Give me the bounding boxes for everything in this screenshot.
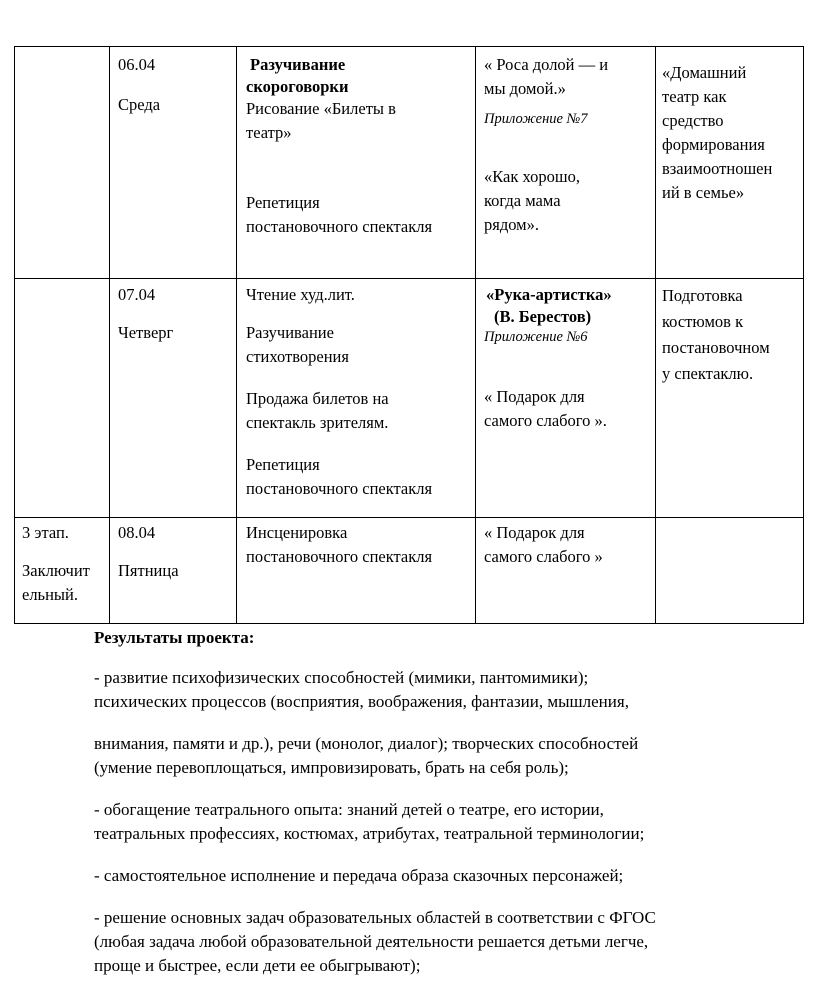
- material-line: самого слабого ».: [484, 411, 607, 430]
- activity-line: Продажа билетов на: [246, 389, 389, 408]
- result-line: - обогащение театрального опыта: знаний детей о театре, его истории,: [94, 800, 604, 819]
- activity-line: Разучивание: [246, 323, 334, 342]
- column-divider: [475, 47, 476, 623]
- result-line: (умение перевоплощаться, импровизировать, брать на себя роль);: [94, 758, 569, 777]
- parents-cell: [662, 61, 802, 205]
- activity-line: постановочного спектакля: [246, 217, 433, 236]
- result-line: - развитие психофизических способностей (мимики, пантомимики);: [94, 668, 589, 687]
- result-item: [94, 864, 784, 888]
- material-heading: (В. Берестов): [494, 307, 592, 326]
- activity-line: спектакль зрителям.: [246, 413, 389, 432]
- appendix-reference: Приложение №7: [484, 111, 588, 127]
- result-item: [94, 732, 784, 780]
- result-item: [94, 666, 784, 714]
- parents-line: театр как: [662, 87, 727, 106]
- activity-heading: Разучивание: [250, 55, 346, 74]
- activity-line: Чтение худ.лит.: [246, 285, 355, 304]
- material-cell: [484, 53, 652, 237]
- schedule-table: [14, 46, 804, 624]
- results-title: Результаты проекта:: [94, 628, 255, 647]
- parents-line: у спектаклю.: [662, 364, 754, 383]
- parents-line: костюмов к: [662, 312, 744, 331]
- material-line: рядом».: [484, 215, 539, 234]
- appendix-reference: Приложение №6: [484, 329, 588, 345]
- date-cell: [118, 53, 228, 117]
- date-cell: [118, 521, 228, 583]
- parents-line: формирования: [662, 135, 765, 154]
- row-divider: [15, 517, 803, 518]
- material-line: «Как хорошо,: [484, 167, 580, 186]
- parents-cell: [662, 283, 802, 387]
- date: 08.04: [118, 523, 156, 542]
- date: 07.04: [118, 285, 156, 304]
- column-divider: [109, 47, 110, 623]
- result-line: проще и быстрее, если дети ее обыгрывают);: [94, 956, 421, 975]
- project-results: [94, 626, 784, 996]
- activity-line: Рисование «Билеты в: [246, 99, 396, 118]
- activities-cell: [246, 283, 474, 501]
- stage-cell: [22, 521, 108, 607]
- row-divider: [15, 278, 803, 279]
- activity-heading: скороговорки: [246, 77, 349, 96]
- result-item: [94, 906, 784, 978]
- date: 06.04: [118, 55, 156, 74]
- column-divider: [236, 47, 237, 623]
- material-cell: [484, 283, 652, 433]
- activity-line: постановочного спектакля: [246, 479, 433, 498]
- parents-line: ий в семье»: [662, 183, 745, 202]
- material-line: самого слабого »: [484, 547, 603, 566]
- parents-line: постановочном: [662, 338, 770, 357]
- weekday: Четверг: [118, 323, 174, 342]
- activity-line: Инсценировка: [246, 523, 348, 542]
- material-line: мы домой.»: [484, 79, 566, 98]
- material-heading: «Рука-артистка»: [486, 285, 612, 304]
- date-cell: [118, 283, 228, 345]
- result-item: [94, 798, 784, 846]
- material-line: « Подарок для: [484, 387, 585, 406]
- activity-line: театр»: [246, 123, 292, 142]
- result-line: внимания, памяти и др.), речи (монолог, диалог); творческих способностей: [94, 734, 639, 753]
- material-line: когда мама: [484, 191, 561, 210]
- result-line: (любая задача любой образовательной деятельности решается детьми легче,: [94, 932, 649, 951]
- stage-line: Заключит: [22, 561, 90, 580]
- activity-line: стихотворения: [246, 347, 349, 366]
- activities-cell: [246, 53, 474, 239]
- result-line: театральных профессиях, костюмах, атрибутах, театральной терминологии;: [94, 824, 645, 843]
- parents-line: «Домашний: [662, 63, 747, 82]
- result-line: - самостоятельное исполнение и передача образа сказочных персонажей;: [94, 866, 624, 885]
- result-line: психических процессов (восприятия, воображения, фантазии, мышления,: [94, 692, 629, 711]
- activities-cell: [246, 521, 474, 569]
- weekday: Пятница: [118, 561, 179, 580]
- weekday: Среда: [118, 95, 161, 114]
- result-line: - решение основных задач образовательных областей в соответствии с ФГОС: [94, 908, 656, 927]
- column-divider: [655, 47, 656, 623]
- activity-line: Репетиция: [246, 193, 320, 212]
- stage-line: 3 этап.: [22, 523, 69, 542]
- activity-line: Репетиция: [246, 455, 320, 474]
- parents-line: взаимоотношен: [662, 159, 773, 178]
- material-line: « Подарок для: [484, 523, 585, 542]
- material-line: « Роса долой — и: [484, 55, 609, 74]
- stage-line: ельный.: [22, 585, 78, 604]
- activity-line: постановочного спектакля: [246, 547, 433, 566]
- material-cell: [484, 521, 652, 569]
- parents-line: Подготовка: [662, 286, 743, 305]
- parents-line: средство: [662, 111, 724, 130]
